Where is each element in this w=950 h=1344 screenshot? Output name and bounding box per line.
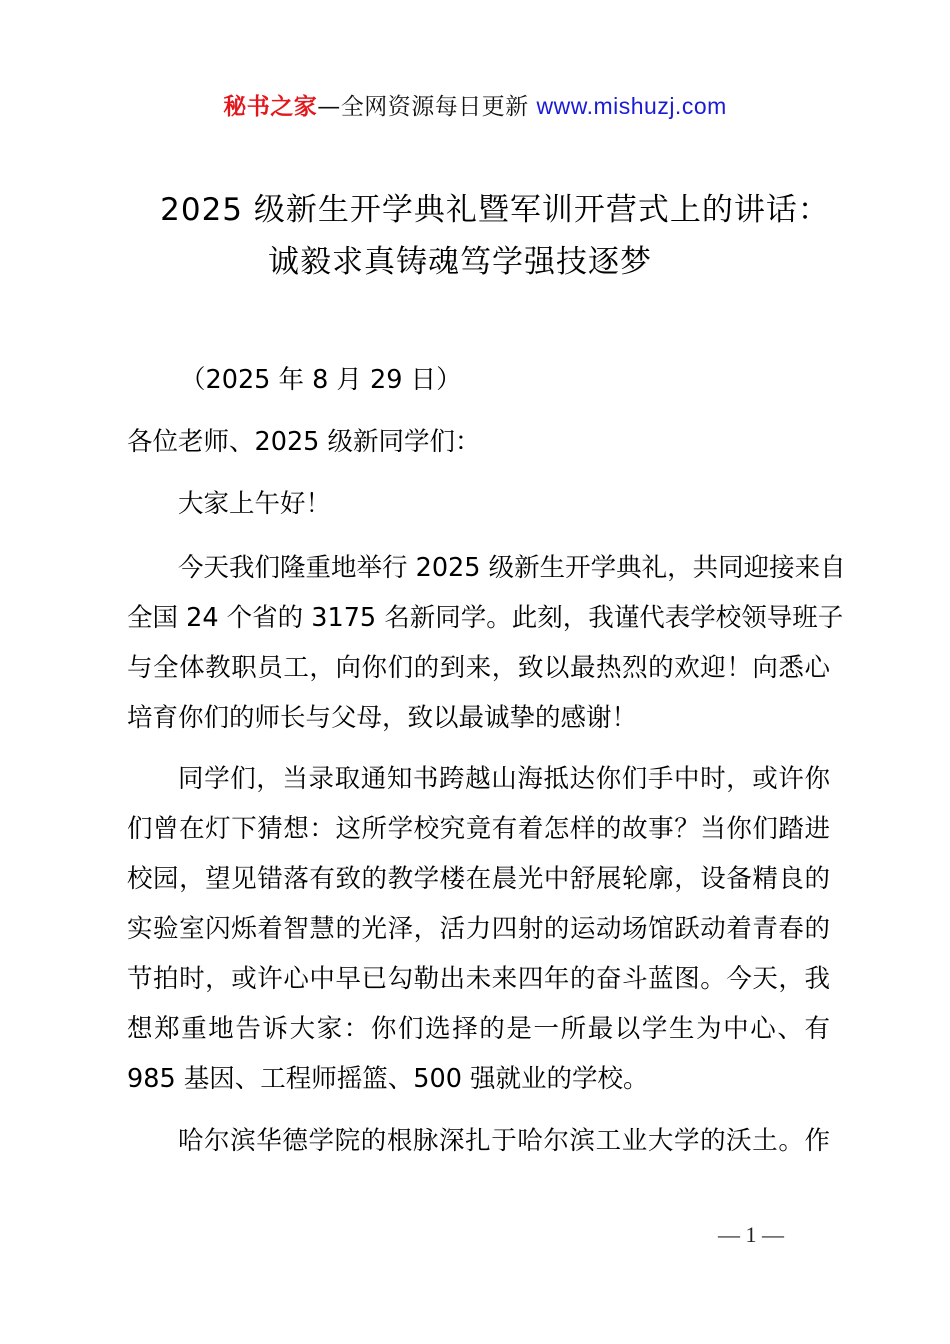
banner-brand: 秘书之家	[223, 94, 318, 120]
paragraph-1-line-3: 与全体教职员工，向你们的到来，致以最热烈的欢迎！向悉心	[127, 653, 830, 683]
page-number: — 1 —	[718, 1222, 784, 1247]
paragraph-2-line-5: 节拍时，或许心中早已勾勒出未来四年的奋斗蓝图。今天，我	[127, 964, 830, 994]
paragraph-1-line-1: 今天我们隆重地举行 2025 级新生开学典礼，共同迎接来自	[178, 553, 846, 583]
paragraph-3-line-1: 哈尔滨华德学院的根脉深扎于哈尔滨工业大学的沃土。作	[178, 1126, 830, 1156]
document-title-line-2: 诚毅求真铸魂笃学强技逐梦	[268, 244, 652, 280]
paragraph-1-line-4: 培育你们的师长与父母，致以最诚挚的感谢！	[127, 703, 638, 733]
paragraph-2-line-3: 校园，望见错落有致的教学楼在晨光中舒展轮廓，设备精良的	[127, 864, 830, 894]
paragraph-2-line-4: 实验室闪烁着智慧的光泽，活力四射的运动场馆跃动着青春的	[127, 914, 830, 944]
salutation: 各位老师、2025 级新同学们：	[127, 427, 481, 457]
paragraph-2-line-1: 同学们，当录取通知书跨越山海抵达你们手中时，或许你	[178, 764, 830, 794]
paragraph-2-line-6: 想郑重地告诉大家：你们选择的是一所最以学生为中心、有	[127, 1014, 830, 1044]
paragraph-2-line-2: 们曾在灯下猜想：这所学校究竟有着怎样的故事？当你们踏进	[127, 814, 830, 844]
banner-tagline: —全网资源每日更新	[317, 94, 537, 120]
paragraph-2-line-7: 985 基因、工程师摇篮、500 强就业的学校。	[127, 1064, 649, 1094]
greeting: 大家上午好！	[178, 489, 332, 519]
speech-date: （2025 年 8 月 29 日）	[180, 365, 462, 395]
banner-url[interactable]: www.mishuzj.com	[536, 93, 727, 119]
document-title-line-1: 2025 级新生开学典礼暨军训开营式上的讲话：	[160, 192, 830, 228]
site-banner	[0, 88, 950, 121]
paragraph-1-line-2: 全国 24 个省的 3175 名新同学。此刻，我谨代表学校领导班子	[127, 603, 844, 633]
